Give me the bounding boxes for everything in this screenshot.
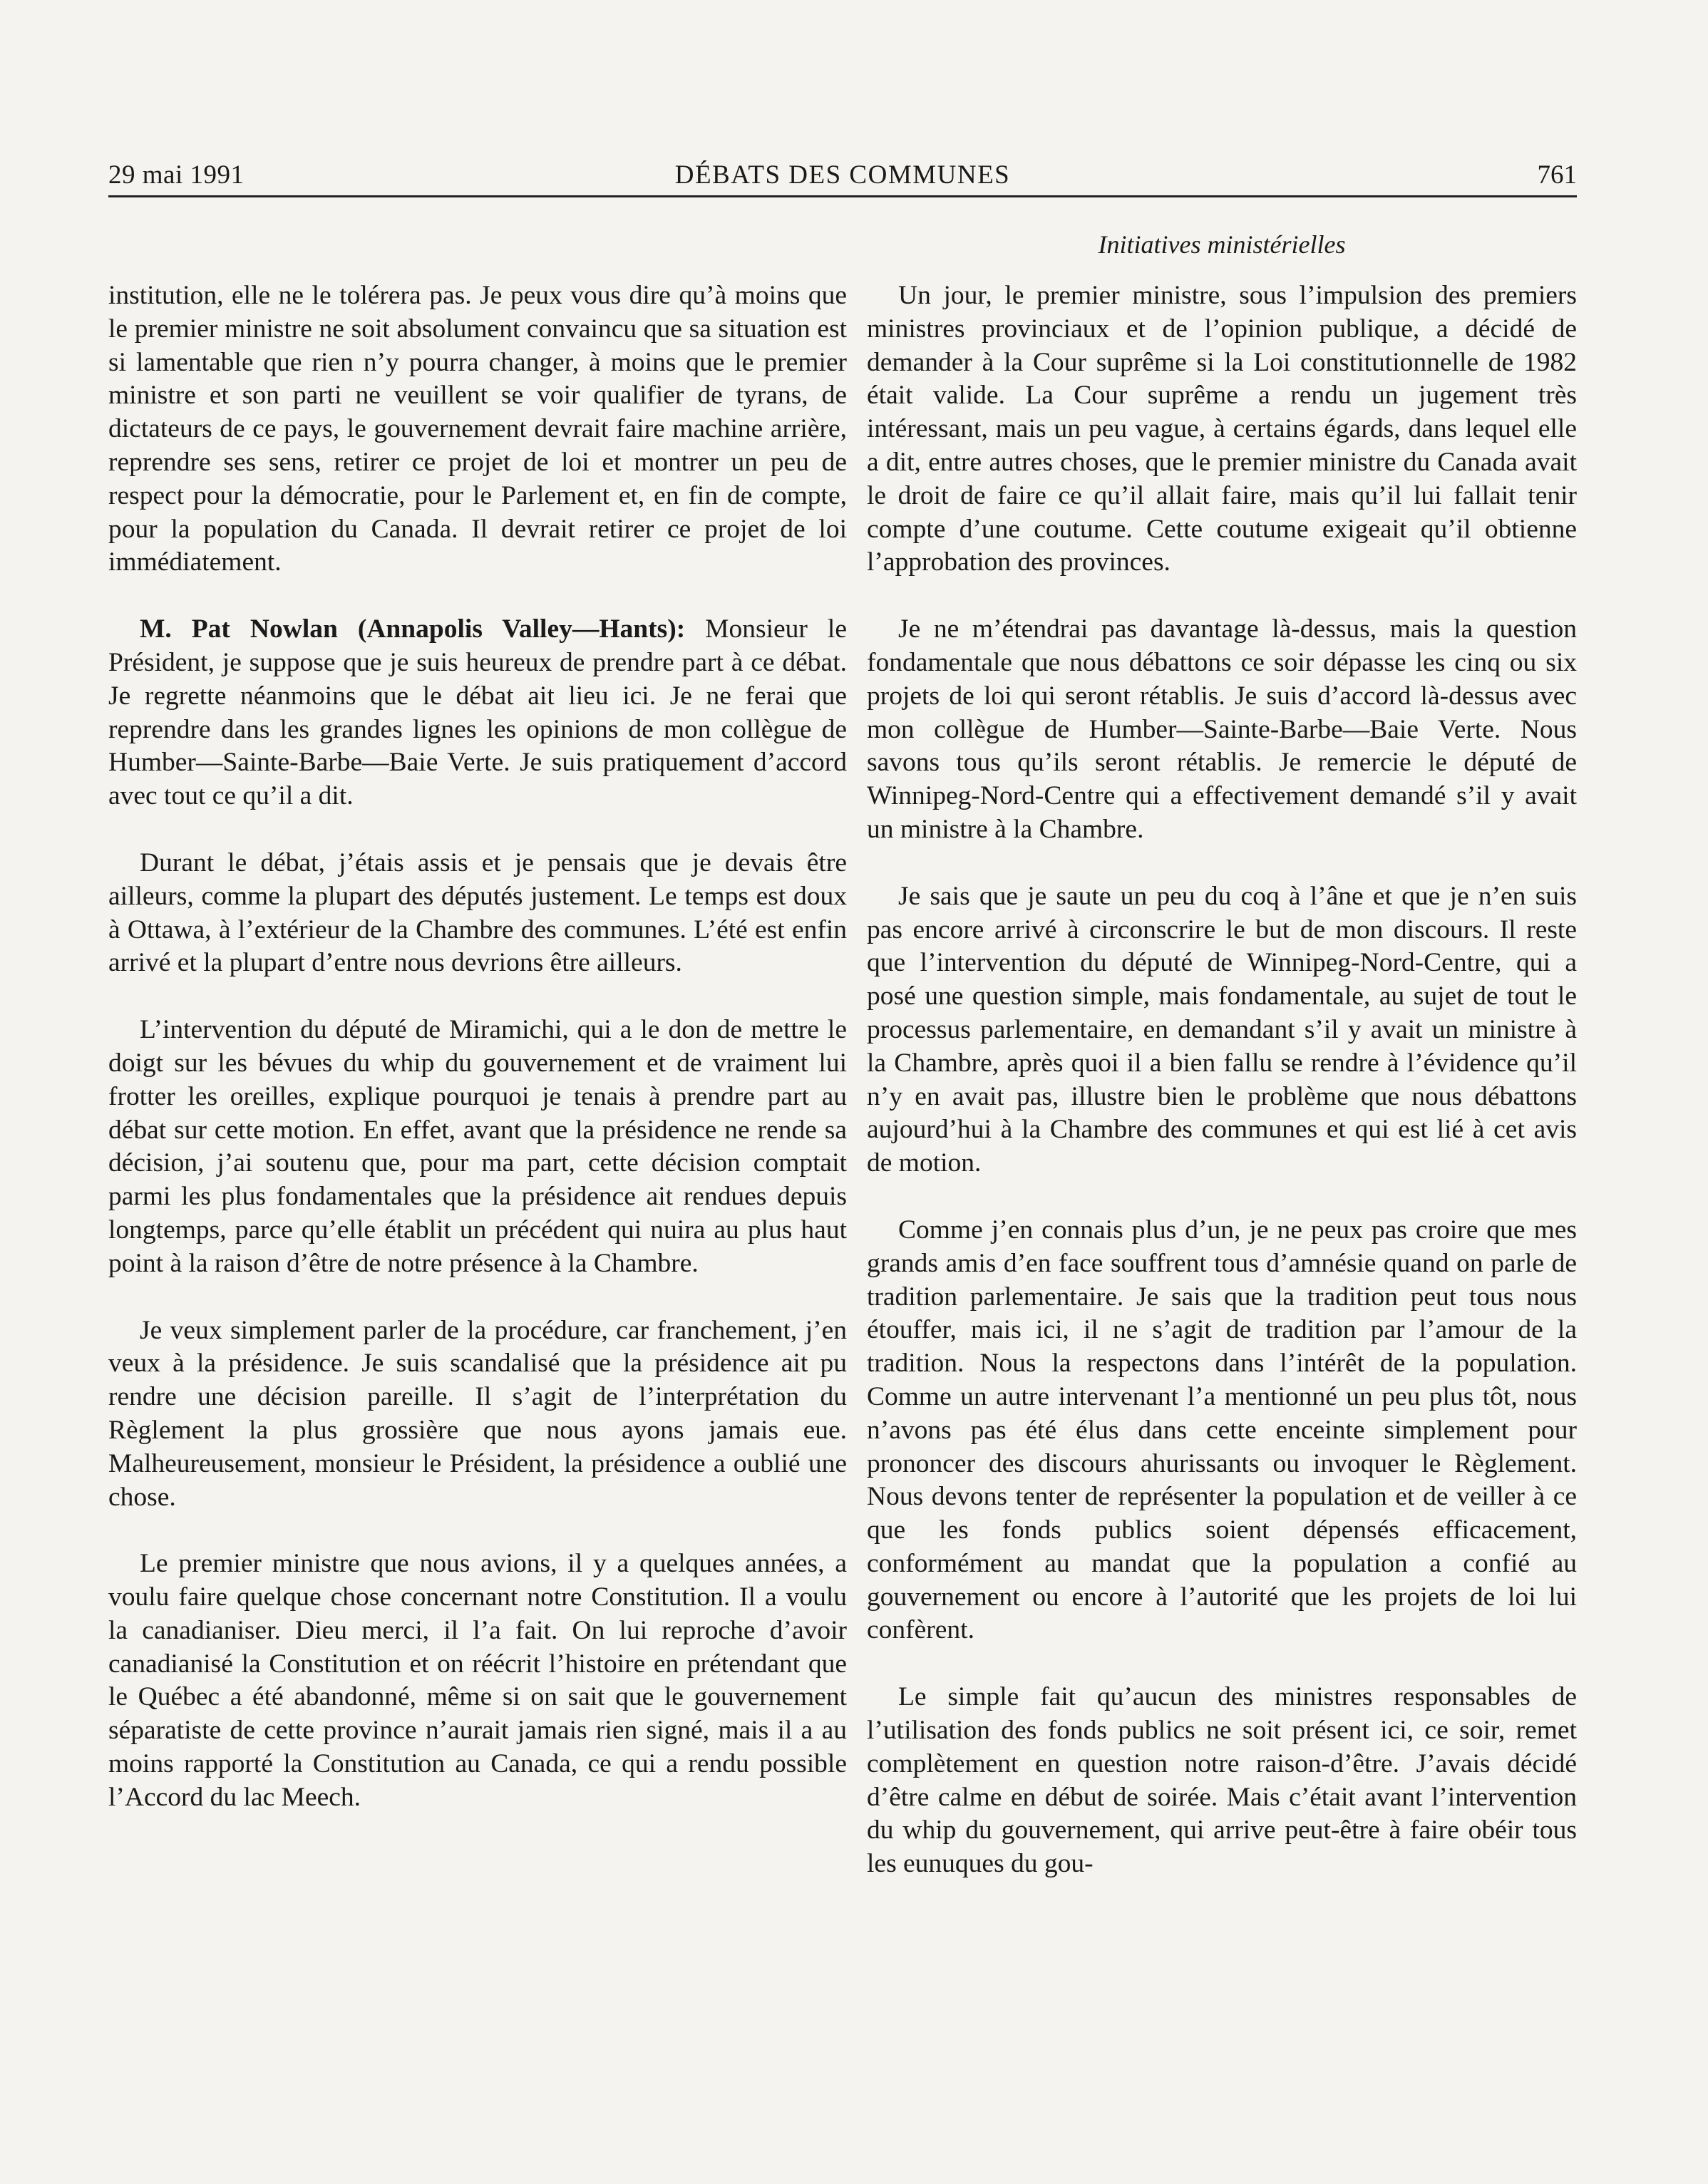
right-column: [867, 279, 1577, 1915]
left-column: [108, 279, 847, 1848]
paragraph: Je sais que je saute un peu du coq à l’âne et que je n’en suis pas encore arrivé à circonscrire le but de mon discours. Il reste que l’intervention du député de Winnipeg-Nord-Centre, qui a posé une question simple, mais fondamentale, au sujet de tout le processus parlementaire, en demandant s’il y avait un ministre à la Chambre, après quoi il a bien fallu se rendre à l’évidence qu’il n’y en avait pas, illustre bien le problème que nous débattons aujourd’hui à la Chambre des communes et qui est lié à cet avis de motion.: [867, 881, 1577, 1178]
paragraph: Un jour, le premier ministre, sous l’impulsion des premiers ministres provinciaux et de l’opinion publique, a décidé de demander à la Cour suprême si la Loi constitutionnelle de 1982 était valide. La Cour suprême a rendu un jugement très intéressant, mais un peu vague, à certains égards, dans lequel elle a dit, entre autres choses, que le premier ministre du Canada avait le droit de faire ce qu’il allait faire, mais qu’il lui fallait tenir compte d’une coutume. Cette coutume exigeait qu’il obtienne l’approbation des provinces.: [867, 281, 1577, 577]
paragraph: Durant le débat, j’étais assis et je pensais que je devais être ailleurs, comme la plupart des députés justement. Le temps est doux à Ottawa, à l’extérieur de la Chambre des communes. L’été est enfin arrivé et la plupart d’entre nous devrions être ailleurs.: [108, 848, 847, 978]
header-date: 29 mai 1991: [108, 160, 245, 190]
paragraph-text: Monsieur le Président, je suppose que je suis heureux de prendre part à ce débat. Je regrette néanmoins que le débat ait lieu ici. Je ne ferai que reprendre dans les grandes lignes les opinions de mon collègue de Humber—Sainte-Barbe—Baie Verte. Je suis pratiquement d’accord avec tout ce qu’il a dit.: [108, 614, 847, 811]
section-title: Initiatives ministérielles: [1098, 230, 1346, 259]
running-header: [108, 153, 1577, 197]
paragraph: Le premier ministre que nous avions, il y a quelques années, a voulu faire quelque chose concernant notre Constitution. Il a voulu la canadianiser. Dieu merci, il l’a fait. On lui reproche d’avoir canadianisé la Constitution et on réécrit l’histoire en prétendant que le Québec a été abandonné, même si on sait que le gouvernement séparatiste de cette province n’aurait jamais rien signé, mais il a au moins rapporté la Constitution au Canada, ce qui a rendu possible l’Accord du lac Meech.: [108, 1549, 847, 1812]
paragraph: [108, 613, 847, 813]
header-title: DÉBATS DES COMMUNES: [674, 160, 1011, 190]
paragraph: institution, elle ne le tolérera pas. Je peux vous dire qu’à moins que le premier ministre ne soit absolument convaincu que sa situation est si lamentable que rien n’y pourra changer, à moins que le premier ministre et son parti ne veuillent se voir qualifier de tyrans, de dictateurs de ce pays, le gouvernement devrait faire machine arrière, reprendre ses sens, retirer ce projet de loi et montrer un peu de respect pour la démocratie, pour le Parlement et, en fin de compte, pour la population du Canada. Il devrait retirer ce projet de loi immédiatement.: [108, 281, 847, 577]
paragraph: Je ne m’étendrai pas davantage là-dessus, mais la question fondamentale que nous débattons ce soir dépasse les cinq ou six projets de loi qui seront rétablis. Je suis d’accord là-dessus avec mon collègue de Humber—Sainte-Barbe—Baie Verte. Nous savons tous qu’ils seront rétablis. Je remercie le député de Winnipeg-Nord-Centre qui a effectivement demandé s’il y avait un ministre à la Chambre.: [867, 614, 1577, 844]
page-number: 761: [1537, 160, 1577, 190]
paragraph: Le simple fait qu’aucun des ministres responsables de l’utilisation des fonds publics ne soit présent ici, ce soir, remet complètement en question notre raison-d’être. J’avais décidé d’être calme en début de soirée. Mais c’était avant l’intervention du whip du gouvernement, qui arrive peut-être à faire obéir tous les eunuques du gou-: [867, 1682, 1577, 1879]
paragraph: Je veux simplement parler de la procédure, car franchement, j’en veux à la présidence. Je suis scandalisé que la présidence ait pu rendre une décision pareille. Il s’agit de l’interprétation du Règlement la plus grossière que nous ayons jamais eue. Malheureusement, monsieur le Président, la présidence a oublié une chose.: [108, 1315, 847, 1512]
paragraph: L’intervention du député de Miramichi, qui a le don de mettre le doigt sur les bévues du whip du gouvernement et de vraiment lui frotter les oreilles, explique pourquoi je tenais à prendre part au débat sur cette motion. En effet, avant que la présidence ne rende sa décision, j’ai soutenu que, pour ma part, cette décision comptait parmi les plus fondamentales que la présidence ait rendues depuis longtemps, parce qu’elle établit un précédent qui nuira au plus haut point à la raison d’être de notre présence à la Chambre.: [108, 1015, 847, 1278]
speaker-name: M. Pat Nowlan (Annapolis Valley—Hants):: [140, 614, 686, 644]
paragraph: Comme j’en connais plus d’un, je ne peux pas croire que mes grands amis d’en face souffrent tous d’amnésie quand on parle de tradition parlementaire. Je sais que la tradition peut tous nous étouffer, mais ici, il ne s’agit de tradition par l’amour de la tradition. Nous la respectons dans l’intérêt de la population. Comme un autre intervenant l’a mentionné un peu plus tôt, nous n’avons pas été élus dans cette enceinte simplement pour prononcer des discours ahurissants ou invoquer le Règlement. Nous devons tenter de représenter la population et de veiller à ce que les fonds publics soient dépensés efficacement, conformément au mandat que la population a confié au gouvernement ou encore à l’autorité que les projets de loi lui confèrent.: [867, 1215, 1577, 1645]
